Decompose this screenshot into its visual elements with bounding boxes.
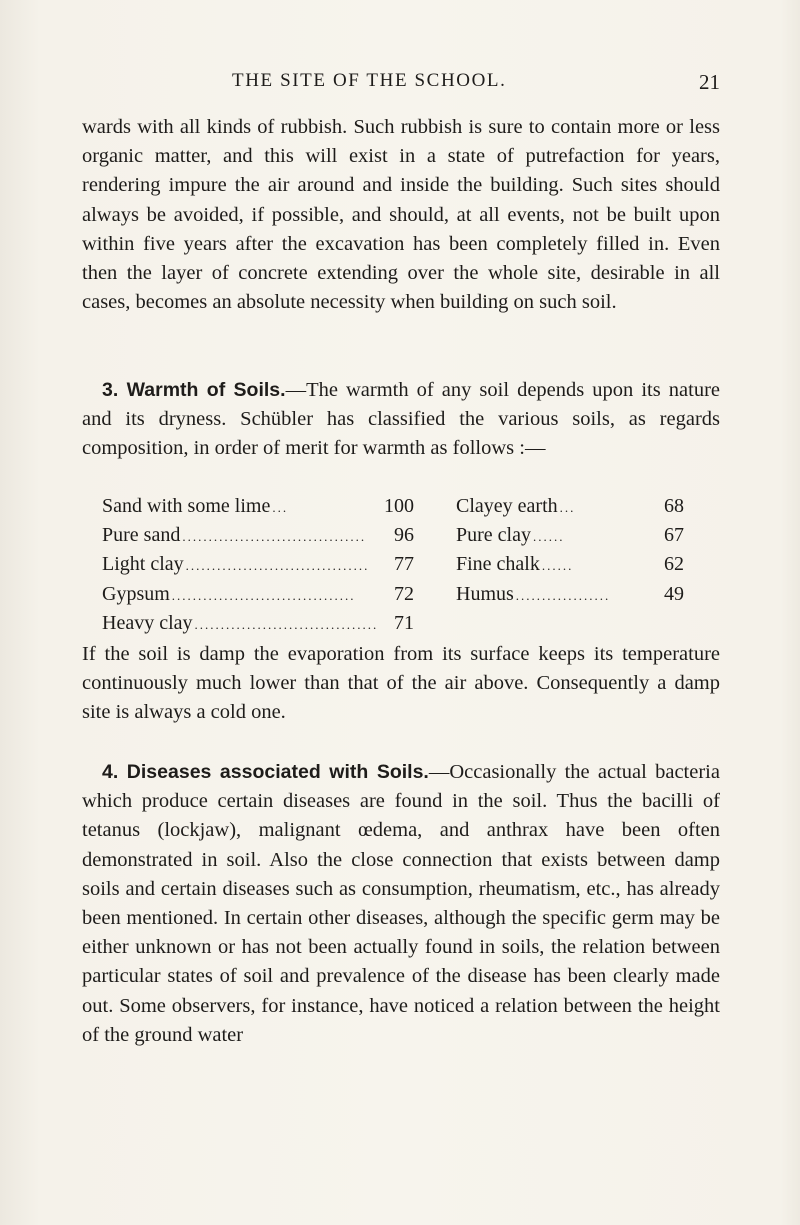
leader-dots: ................................... [185,558,370,574]
soil-name: Pure clay [456,524,531,547]
soil-value: 62 [664,553,684,576]
section-heading-warmth: 3. Warmth of Soils. [102,379,286,401]
soil-value: 100 [384,495,414,517]
soil-table-row [102,580,414,609]
soil-table-left-column [102,492,414,638]
leader-dots: ...... [541,558,574,574]
leader-dots: ................................... [194,616,379,632]
section-heading-diseases: 4. Diseases associated with Soils. [102,761,429,783]
soil-table-row [102,521,414,550]
soil-name: Fine chalk [456,553,540,576]
soil-value: 49 [664,582,684,605]
soil-name: Heavy clay [102,611,193,634]
soil-table-row [456,580,684,609]
leader-dots: .................. [515,587,611,603]
soil-table-row [456,521,684,550]
soil-name: Clayey earth [456,495,558,517]
leader-dots: ................................... [171,587,356,603]
soil-table-right-column [456,492,684,609]
soil-table-row [456,550,684,579]
running-head-title: THE SITE OF THE SCHOOL. [232,70,507,91]
page-number: 21 [699,70,720,94]
running-head [82,70,720,96]
soil-table-row [456,492,684,521]
paragraph-diseases-body: —Occasionally the actual bacteria which produce certain diseases are found in the soil. Thus the bacilli of tetanus (lockjaw), malignant œdema, and anthrax have been often demonstrated in soil. Also the close connection that exists between damp soils and certain diseases such as consumption, rheumatism, etc., has already been mentioned. In certain other diseases, although the specific germ may be either unknown or has not been actually found in soils, the relation between particular states of soil and prevalence of the disease has been clearly made out. Some observers, for instance, have noticed a relation between the height of the ground water [82,761,720,1046]
paragraph-diseases-and-soils [82,758,720,1050]
soil-value: 71 [394,611,414,634]
soil-value: 72 [394,582,414,605]
soil-name: Sand with some lime [102,495,271,517]
soil-table-row [102,492,414,521]
soil-value: 96 [394,524,414,547]
soil-name: Light clay [102,553,184,576]
soil-table-row [102,609,414,638]
leader-dots: ... [559,500,576,515]
soil-value: 67 [664,524,684,547]
soil-name: Pure sand [102,524,181,547]
soil-table-row [102,550,414,579]
soil-value: 68 [664,495,684,517]
leader-dots: ... [272,500,289,515]
paragraph-rubbish-sites: wards with all kinds of rubbish. Such rubbish is sure to contain more or less organic matter, and this will exist in a state of putrefaction for years, rendering impure the air around and inside the building. Such sites should always be avoided, if possible, and should, at all events, not be built upon within five years after the excavation has been completely filled in. Even then the layer of concrete extending over the whole site, desirable in all cases, becomes an absolute necessity when building on such soil. [82,116,720,314]
paragraph-warmth-body: —The warmth of any soil depends upon its nature and its dryness. Schübler has classified the various soils, as regards composition, in order of merit for warmth as follows :— [82,379,720,460]
paragraph-warmth-of-soils [82,376,720,464]
leader-dots: ...... [532,529,565,545]
paragraph-damp-soil: If the soil is damp the evaporation from its surface keeps its temperature continuously much lower than that of the air above. Consequently a damp site is always a cold one. [82,643,720,724]
soil-name: Humus [456,582,514,605]
leader-dots: ................................... [182,529,367,545]
soil-name: Gypsum [102,582,170,605]
soil-value: 77 [394,553,414,576]
